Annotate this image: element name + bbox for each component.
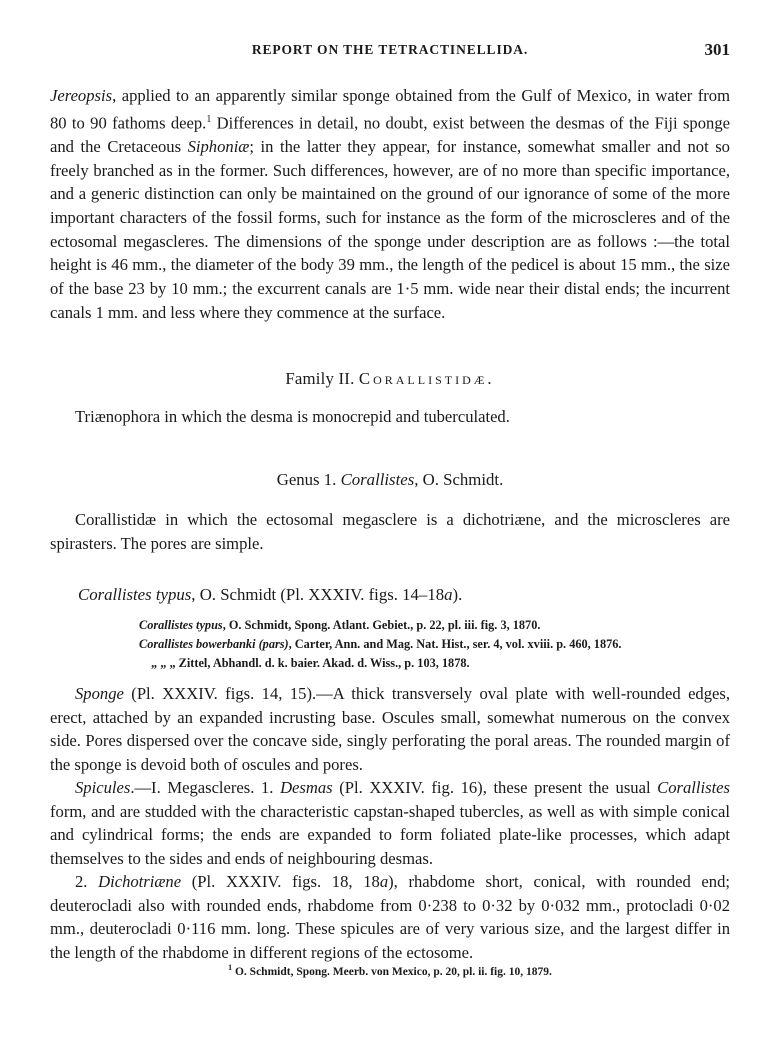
spicules-dichotriaene: 2. Dichotriæne (Pl. XXXIV. figs. 18, 18a), rhabdome short, conical, with rounded end; deuterocladi also with rounded ends, rhabdome from 0·238 to 0·32 by 0·032 mm., protocladi 0·02 mm., deuterocladi 0·116 mm. long. These spicules are of very various size, and the largest differ in the length of the rhabdome in different regions of the ectosome. [50, 872, 730, 963]
page-header [50, 42, 730, 64]
synonymy-entry: Corallistes typus, O. Schmidt, Spong. Atlant. Gebiet., p. 22, pl. iii. fig. 3, 1870. [139, 618, 541, 632]
running-head: REPORT ON THE TETRACTINELLIDA. [251, 42, 529, 57]
sponge-description: Sponge (Pl. XXXIV. figs. 14, 15).—A thick transversely oval plate with well-rounded edges, erect, attached by an expanded incrusting base. Oscules small, somewhat numerous on the convex side. Pores dispersed over the concave side, singly perforating the poral areas. The rounded margin of the sponge is devoid both of oscules and pores. [50, 684, 730, 775]
paragraph-jereopsis: Jereopsis, applied to an apparently similar sponge obtained from the Gulf of Mexico, in water from 80 to 90 fathoms deep.$^1$ Differences in detail, no doubt, exist between the desmas of the Fiji sponge and the Cretaceous Siphoniæ; in the latter they appear, for instance, somewhat smaller and not so freely branched as in the former. Such differences, however, are of no more than specific importance, and a generic distinction can only be maintained on the ground of our ignorance of some of the more important characters of the fossil forms, such for instance as the form of the microscleres and of the ectosomal megascleres. The dimensions of the sponge under description are as follows :—the total height is 46 mm., the diameter of the body 39 mm., the length of the pedicel is about 15 mm., the size of the base 23 by 10 mm.; the excurrent canals are 1·5 mm. wide near their distal ends; the incurrent canals 1 mm. and less where they commence at the surface. [50, 86, 730, 322]
synonymy-entry: Corallistes bowerbanki (pars), Carter, Ann. and Mag. Nat. Hist., ser. 4, vol. xviii. p. 460, 1876. [139, 637, 622, 651]
genus-name: Corallistes [340, 470, 415, 489]
synonymy-list [139, 616, 739, 673]
family-heading: Family II. Corallistidæ. [285, 369, 495, 388]
family-definition: Triænophora in which the desma is monocrepid and tuberculated. [75, 407, 510, 426]
section-label-spicules: Spicules [75, 778, 131, 797]
genus-definition: Corallistidæ in which the ectosomal megasclere is a dichotriæne, and the microscleres are spirasters. The pores are simple. [50, 510, 730, 553]
footnote-ref: 1 [206, 113, 212, 125]
section-label-sponge: Sponge [75, 684, 124, 703]
species-heading: Corallistes typus, O. Schmidt (Pl. XXXIV. figs. 14–18a). [78, 585, 463, 604]
species-name: Corallistes typus [78, 585, 192, 604]
family-name: Corallistidæ. [358, 369, 495, 388]
footnote: $^1$ O. Schmidt, Spong. Meerb. von Mexico, p. 20, pl. ii. fig. 10, 1879. [228, 963, 552, 978]
genus-heading: Genus 1. Corallistes, O. Schmidt. [276, 470, 504, 489]
page-number: 301 [704, 40, 730, 59]
spicules-megascleres: Spicules.—I. Megascleres. 1. Desmas (Pl. XXXIV. fig. 16), these present the usual Corallistes form, and are studded with the characteristic capstan-shaped tubercles, as well as with simple conical and cylindrical forms; the ends are expanded to form foliated plate-like processes, which adapt themselves to the sides and ends of neighbouring desmas. [50, 778, 730, 869]
synonymy-entry: „ „ „ Zittel, Abhandl. d. k. baier. Akad. d. Wiss., p. 103, 1878. [151, 656, 470, 670]
footnote-marker: 1 [228, 963, 233, 972]
genus-name-jereopsis: Jereopsis [50, 86, 113, 105]
